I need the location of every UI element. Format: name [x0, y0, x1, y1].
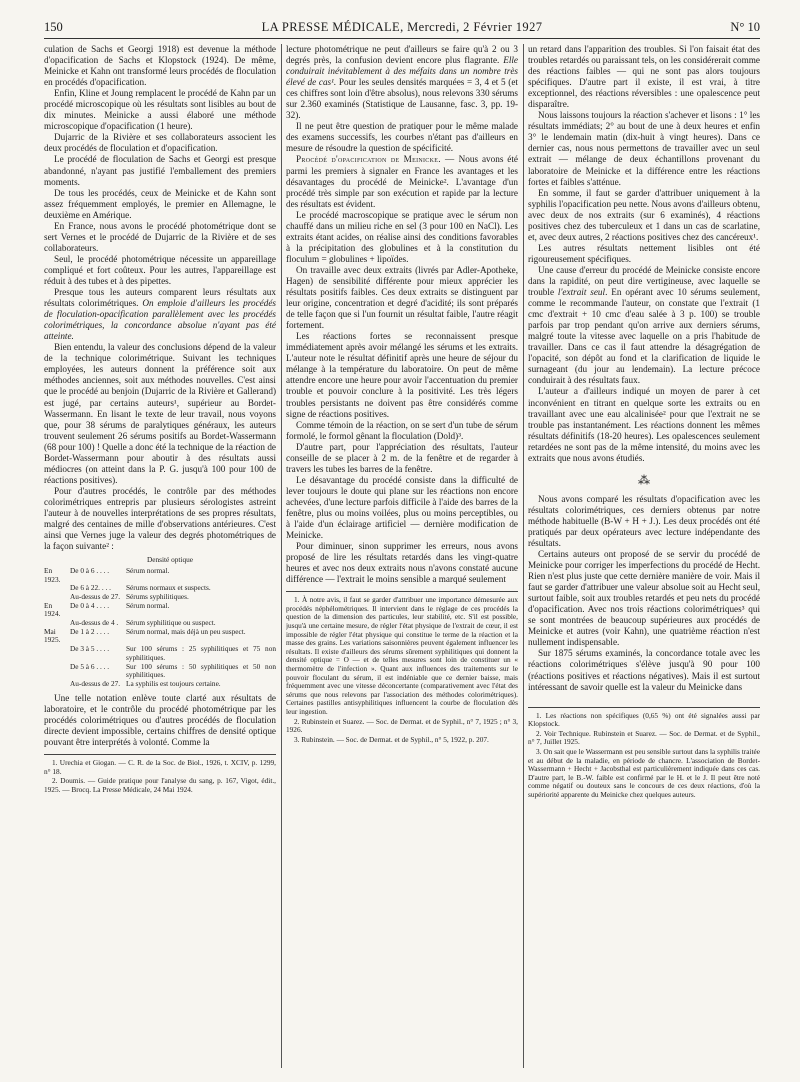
footnote: 2. Rubinstein et Suarez. — Soc. de Dermat. et de Syphil., n° 7, 1925 ; n° 3, 1926.: [286, 716, 518, 735]
paragraph: Certains auteurs ont proposé de se servir du procédé de Meinicke pour corriger les imperfections du procédé de Hecht. Rien n'est plus juste que cette dernière manière de voir. Mais il faut se garder d'attribuer une valeur absolue soit au Hecht seul, surtout faible, soit aux troubles retardés et peu nets du procédé d'opacification. Avec nos trois réactions colorimétriques³ qui se sont montrées de beaucoup supérieures aux procédés de Meinicke et autres (voir Kahn), une quatrième réaction n'est nullement indispensable.: [528, 549, 760, 648]
column-1: [44, 44, 276, 1068]
footnote: 2. Doumis. — Guide pratique pour l'analyse du sang, p. 167, Vigot, édit., 1925. — Brocq. La Presse Médicale, 24 Mai 1924.: [44, 776, 276, 794]
table-cell-result: Sérums syphilitiques.: [126, 591, 189, 601]
table-cell-result: Sur 100 sérums : 50 syphilitiques et 50 non syphilitiques.: [126, 661, 276, 680]
paragraph: Les autres résultats nettement lisibles ont été rigoureusement spécifiques.: [528, 242, 760, 264]
footnotes: [44, 754, 276, 794]
paragraph: un retard dans l'apparition des troubles. Si l'on faisait état des troubles retardés ou paraissant tels, on les considérerait comme des réactions faibles — qui ne sont pas alors toujours spécifiques. D'autre part il existe, il est vrai, à titre exceptionnel, des réactions réversibles : une opalescence peut disparaître.: [528, 44, 760, 110]
section-break-asterism: ⁂: [638, 472, 650, 487]
journal-title: LA PRESSE MÉDICALE, Mercredi, 2 Février 1927: [261, 20, 543, 34]
text-run: . En opérant avec 10 sérums seulement, comme le recommande l'auteur, on constate que l'extrait (1 cmc d'extrait + 10 cmc d'eau salée à 3 p. 100) se trouble parfois par trop pendant qu'on arrive aux derniers sérums, malgré toute la vitesse avec laquelle on a pris l'habitude de travailler. Dans ce cas il faut attendre la désagrégation de l'opacité, son dépôt au fond et la clarification de liquide le surnageant (du jour au lendemain). La lecture précoce conduirait à des résultats faux.: [528, 287, 760, 386]
table-row: [44, 663, 276, 680]
paragraph: En France, nous avons le procédé photométrique dont se sert Vernes et le procédé de Dujarric de la Rivière et de ses collaborateurs.: [44, 220, 276, 253]
table-cell-range: De 0 à 6 . . . .: [70, 565, 110, 575]
paragraph: En somme, il faut se garder d'attribuer uniquement à la syphilis l'opacification peu nette. Nous avons d'ailleurs obtenu, avec deux de nos extraits (sur 6 examinés), 4 réactions positives chez des tuberculeux et 1 dans un cas de scarlatine, et, avec deux autres, 2 réactions positives chez des cancéreux¹.: [528, 187, 760, 242]
table-cell-range: De 6 à 22. . . .: [70, 583, 111, 593]
optical-density-table: [44, 556, 276, 689]
paragraph: Nous avons comparé les résultats d'opacification avec les résultats colorimétriques, ces derniers obtenus par notre méthode habituelle (B-W + H + J.). Les deux procédés ont été pratiqués par deux opérateurs avec lecture indépendante des résultats.: [528, 493, 760, 548]
text-run: lecture photométrique ne peut d'ailleurs se faire qu'à 2 ou 3 degrés près, la confusion devient encore plus flagrante.: [286, 44, 518, 66]
paragraph: Le procédé macroscopique se pratique avec le sérum non chauffé dans un milieu riche en sel (3 pour 100 en NaCl). Les extraits étant acides, on réalise ainsi des conditions favorables à la précipitation des globulines et à la constitution du floculum = globulines + lipoïdes.: [286, 209, 518, 264]
table-cell-result: Sérum syphilitique ou suspect.: [126, 618, 216, 628]
paragraph: De tous les procédés, ceux de Meinicke et de Kahn sont assez fréquemment employés, le premier en Allemagne, le deuxième en Amérique.: [44, 187, 276, 220]
text-run: Nous avons été parmi les premiers à signaler en France les avantages et les désavantages du procédé de Meinicke². L'avantage d'un procédé très simple par son exécution et rapide par la lecture des résultats est évident.: [286, 154, 518, 209]
paragraph: Le désavantage du procédé consiste dans la difficulté de lever toujours le doute qui plane sur les réactions non encore achevées, d'une lecture parfois difficile à l'aide des barres de la fenêtre, plus ou moins voilées, plus ou moins perceptibles, ou à l'aide d'un éclairage artificiel — dernière modification de Meinicke.: [286, 474, 518, 541]
table-cell-result: Sérums normaux et suspects.: [126, 583, 211, 593]
table-cell-range: Au-dessus de 27.: [70, 591, 121, 601]
table-cell-range: Au-dessus de 27.: [70, 679, 121, 688]
text-run: Presque tous les auteurs comparent leurs résultats aux résultats colorimétriques.: [44, 287, 276, 309]
table-caption: Densité optique: [146, 555, 193, 565]
table-row: [44, 680, 276, 689]
italic-run: On emploie d'ailleurs les procédés de floculation-opacification parallèlement avec les procédés colorimétriques, la concordance absolue n'ayant pas été atteinte.: [44, 298, 276, 342]
table-cell-year: [44, 645, 70, 662]
table-cell-range: De 1 à 2 . . . .: [70, 626, 110, 636]
table-row: [44, 567, 276, 584]
table-cell-year: En 1923.: [44, 565, 61, 584]
paragraph: D'autre part, pour l'appréciation des résultats, l'auteur conseille de se placer à 2 m. de la fenêtre et de regarder à travers les tubes les barres de la fenêtre.: [286, 441, 518, 474]
paragraph: culation de Sachs et Georgi 1918) est devenue la méthode d'opacification de Sachs et Klopstock (1924). De même, Meinicke et Kahn ont transformé leurs procédés de floculation en procédés d'opacification.: [44, 44, 276, 88]
footnote: 1. Urechia et Giogan. — C. R. de la Soc. de Biol., 1926, t. XCIV, p. 1299, n° 18.: [44, 757, 276, 776]
table-cell-year: En 1924.: [44, 600, 61, 619]
table-row: [44, 628, 276, 645]
table-cell-range: Au-dessus de 4 .: [70, 618, 119, 628]
column-2: [286, 44, 518, 1068]
column-rule: [281, 44, 282, 1068]
text-run: Une cause d'erreur du procédé de Meinicke consiste encore dans la rapidité, on peut dire vertigineuse, avec laquelle se trouble: [528, 264, 760, 298]
table-row: [44, 602, 276, 619]
table-cell-result: Sérum normal, mais déjà un peu suspect.: [126, 626, 246, 636]
paragraph: Une telle notation enlève toute clarté aux résultats de laboratoire, et le contrôle du procédé photométrique par les procédés colorimétriques ou d'autres procédés de floculation directe devient impossible, certains chiffres de densité optique pouvant être interprétés à volonté. Comme la: [44, 692, 276, 747]
italic-run: Elle conduirait inévitablement à des méfaits dans un nombre très élevé de cas¹.: [286, 55, 518, 88]
running-head: [44, 18, 760, 39]
footnote: 2. Voir Technique. Rubinstein et Suarez. — Soc. de Dermat. et de Syphil., n° 7, Juillet 1925.: [528, 728, 760, 747]
paragraph: Pour diminuer, sinon supprimer les erreurs, nous avons proposé de lire les résultats retardés dans les vingt-quatre heures et avec nos deux extraits nous n'avons constaté aucune différence — l'extrait le moins sensible a marqué seulement: [286, 541, 518, 585]
footnote: 1. Les réactions non spécifiques (0,65 %) ont été signalées aussi par Klopstock.: [528, 710, 760, 729]
table-cell-range: De 3 à 5 . . . .: [70, 644, 110, 654]
table-cell-result: Sur 100 sérums : 25 syphilitiques et 75 non syphilitiques.: [126, 644, 276, 662]
table-cell-year: Mai 1925.: [44, 626, 61, 645]
table-cell-year: [44, 680, 70, 689]
paragraph: Il ne peut être question de pratiquer pour le même malade des examens successifs, les courbes n'étant pas d'ailleurs en mesure de résoudre la question de spécificité.: [286, 121, 518, 154]
paragraph: Pour d'autres procédés, le contrôle par des méthodes colorimétriques entrepris par plusieurs sérologistes astreint l'auteur à de nouvelles interprétations de ses propres résultats, malgré des centaines de mille d'observations antérieures. C'est ainsi que Vernes juge la valeur des degrés photométriques de la façon suivante² :: [44, 485, 276, 552]
footnote: 3. Rubinstein. — Soc. de Dermat. et de Syphil., n° 5, 1922, p. 207.: [294, 734, 489, 744]
paragraph: Le procédé de floculation de Sachs et Georgi est presque abandonné, n'ayant pas justifié l'emballement des premiers moments.: [44, 154, 276, 187]
paragraph: Dujarric de la Rivière et ses collaborateurs associent les deux procédés de floculation et d'opacification.: [44, 132, 276, 154]
paragraph: [528, 265, 760, 387]
paragraph: Comme témoin de la réaction, on se sert d'un tube de sérum formolé, le formol gênant la floculation (Dold)³.: [286, 419, 518, 441]
table-cell-result: Sérum normal.: [126, 565, 170, 575]
table-cell-result: La syphilis est toujours certaine.: [126, 679, 221, 688]
paragraph: Nous laissons toujours la réaction s'achever et lisons : 1° les résultats immédiats; 2° au bout de une à deux heures et enfin 3° le lendemain matin (dix-huit à vingt heures). Dans ce dernier cas, nous nous permettons de travailler avec un seul extrait — mélange de deux échantillons provenant du laboratoire de Meinicke et la différence entre les réactions fortes et faibles s'atténue.: [528, 110, 760, 187]
table-cell-year: [44, 584, 70, 593]
page-number: 150: [44, 20, 63, 34]
paragraph: Seul, le procédé photométrique nécessite un appareillage compliqué et fort coûteux. Pour les autres, l'appareillage est réduit à des tubes et à des pipettes.: [44, 253, 276, 286]
paragraph: [44, 287, 276, 342]
paragraph: Bien entendu, la valeur des conclusions dépend de la valeur de la technique colorimétrique. Suivant les techniques employées, les auteurs donnent la préférence soit aux méthodes anciennes, soit aux méthodes nouvelles. C'est ainsi que le procédé au benjoin (Dujarric de la Rivière et Gallerand) est jugé, par certains auteurs¹, supérieur au Bordet-Wassermann. En lisant le texte de leur travail, nous voyons que, pour 38 sérums de paralytiques généraux, les auteurs trouvent seulement 26 sérums positifs au Bordet-Wassermann (68 pour 100) ! Quelle a donc été la technique de la réaction de Bordet-Wassermann pour aboutir à des résultats aussi médiocres (on atteint dans la P. G. jusqu'à 100 pour 100 de réactions positives).: [44, 342, 276, 485]
footnote: 3. On sait que le Wassermann est peu sensible surtout dans la syphilis traitée et au début de la maladie, en période de chancre. L'association de Bordet-Wassermann + Hecht + Jacobsthal est particulièrement indiquée dans ces cas. D'autre part, le B.-W. faible est confirmé par le H. et le J. Il peut être noté comme négatif ou douteux sans le concours de ces deux réactions, d'où la supériorité apparente du Meinicke chez quelques auteurs.: [528, 747, 760, 799]
issue-number: N° 10: [730, 20, 760, 34]
paragraph: L'auteur a d'ailleurs indiqué un moyen de parer à cet inconvénient en titrant en quelque sorte les extraits ou en travaillant avec une eau alcalinisée² pour que l'extrait ne se trouble pas instantanément. Les réactions donnent les mêmes résultats définitifs (18-20 heures). Les opalescences seulement retardées ne sont pas de la même intensité, du moins avec les extraits que nous avons étudiés.: [528, 386, 760, 463]
table-cell-result: Sérum normal.: [126, 600, 170, 610]
paragraph: Sur 1875 sérums examinés, la concordance totale avec les réactions colorimétriques s'élève jusqu'à 90 pour 100 (réactions positives et réactions négatives). Mais il est surtout intéressant de savoir quelle est la valeur du Meinicke dans: [528, 648, 760, 692]
paragraph: Les réactions fortes se reconnaissent presque immédiatement après avoir mélangé les sérums et les extraits. L'auteur note le résultat définitif après une heure de séjour du mélange à la température du laboratoire. On peut de même attendre encore une heure pour avoir l'accentuation du premier trouble et pouvoir conclure à la positivité. Les très légers troubles persistants ne doivent pas être considérés comme signe de réactions positives.: [286, 331, 518, 419]
footnote: 1. À notre avis, il faut se garder d'attribuer une importance démesurée aux procédés néphélométriques. Il intervient dans le réglage de ces procédés la question de la dimension des particules, leur stabilité, etc. S'il est possible, jusqu'à une certaine mesure, de régler l'état physique de l'extrait de cœur, il est impossible de régler l'état physique qui constitue le terme de la réaction et la masse des grains. Les variations saisonnières peuvent également influencer les résultats. Il existe d'ailleurs des sérums sûrement syphilitiques qui donnent la densité optique = O — et de telles mesures sont loin de constituer un « thermomètre de l'infection ». Quant aux influences des traitements sur le pouvoir floculant du sérum, il est indéniable que ce dernier baisse, mais fréquemment avec une vitesse déconcertante (comparativement avec l'état des sérums que nous relevons par l'association des méthodes colorimétriques). Certaines pastilles antisyphilitiques influencent la courbe de floculation dès leur ingestion.: [286, 595, 518, 717]
section-heading: Procédé d'opacification de Meinicke. —: [296, 154, 459, 165]
paragraph: On travaille avec deux extraits (livrés par Adler-Apotheke, Hagen) de sensibilité différente pour mieux apprécier les résultats positifs faibles. Ces deux extraits se distinguent par leur origine, concentration et degré d'acidité; ils sont préparés de telle façon que si l'un fournit un résultat faible, l'autre réagit fortement.: [286, 264, 518, 331]
footnotes: [528, 707, 760, 800]
table-body: [44, 567, 276, 689]
table-row: [44, 645, 276, 662]
paragraph: Enfin, Kline et Joung remplacent le procédé de Kahn par un procédé microscopique où les résultats sont lisibles au bout de dix minutes. Meinicke a aussi élaboré une méthode microscopique d'opacification (1 heure).: [44, 88, 276, 132]
column-rule: [523, 44, 524, 1068]
table-cell-range: De 5 à 6 . . . .: [70, 661, 110, 671]
table-cell-range: De 0 à 4 . . . .: [70, 600, 110, 610]
paragraph: [286, 44, 518, 121]
table-cell-year: [44, 663, 70, 680]
italic-run: l'extrait seul: [557, 287, 606, 298]
section-paragraph: [286, 154, 518, 209]
text-run: Pour les seules densités marquées = 3, 4 et 5 (et ces chiffres sont loin d'être absolus), nous relevons 330 sérums sur 2.360 examinés (Statistique de Lausanne, fasc. 3, pp. 19-32).: [286, 77, 518, 121]
column-3: [528, 44, 760, 1068]
footnotes: [286, 591, 518, 744]
